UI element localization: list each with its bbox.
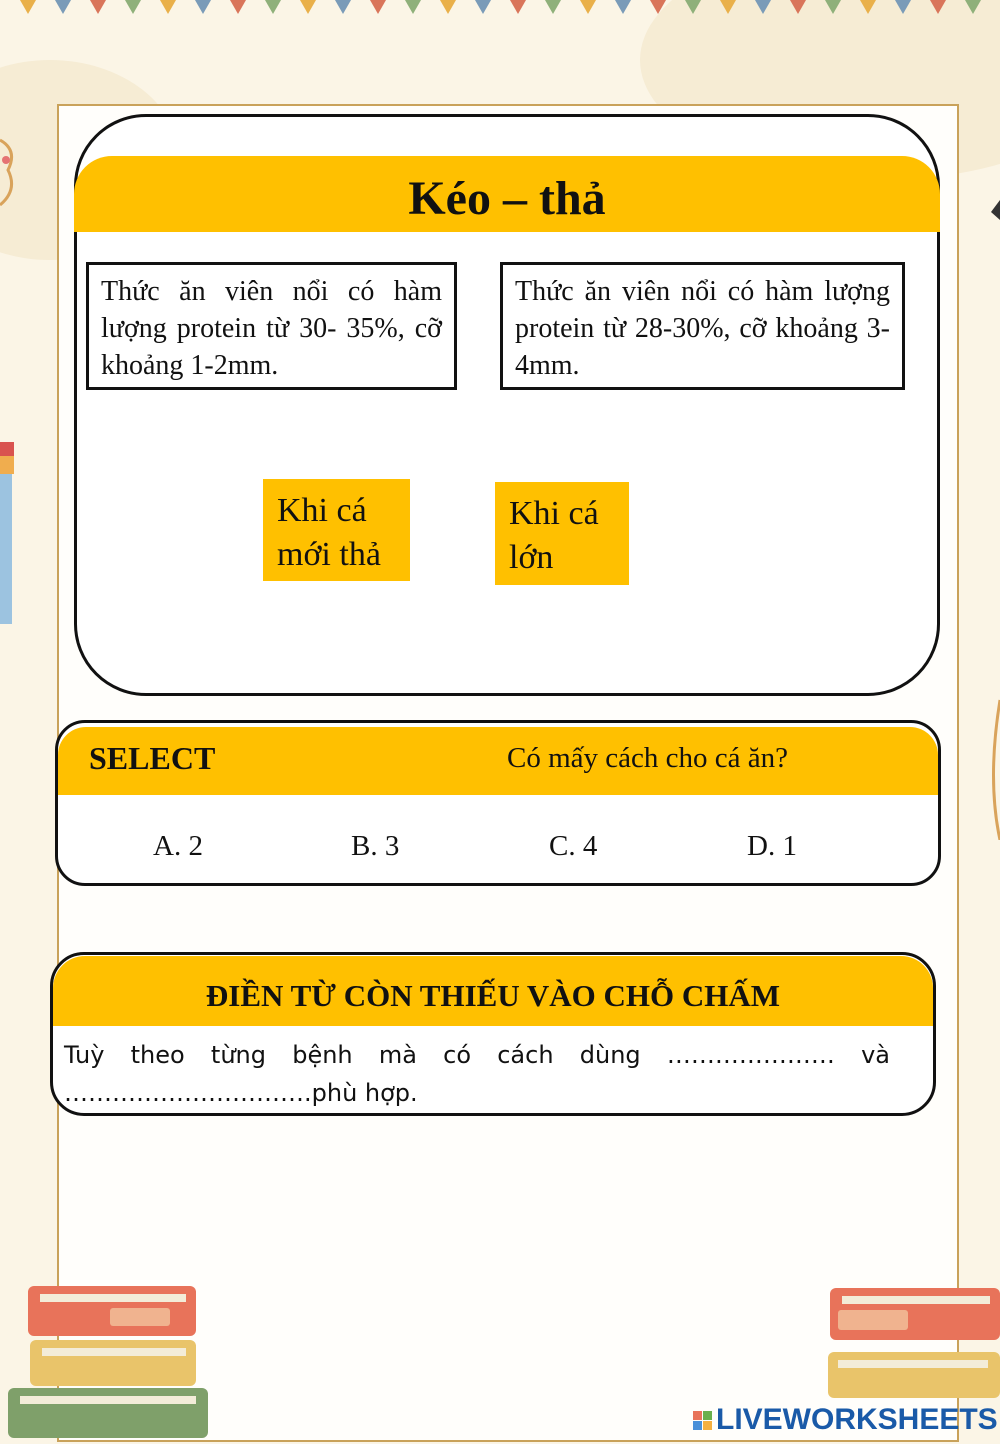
books-decoration-right: [808, 1282, 1000, 1402]
bunting-decoration: [0, 0, 1000, 26]
option-b[interactable]: B. 3: [351, 830, 400, 862]
liveworksheets-logo: [693, 1402, 998, 1438]
ruler-decoration: [985, 200, 1000, 840]
draggable-chip-khi-ca-moi-tha[interactable]: Khi cá mới thả: [263, 479, 410, 581]
drag-drop-header: [74, 156, 940, 232]
logo-text: LIVEWORKSHEETS: [716, 1403, 998, 1436]
fill-in-header: [53, 956, 933, 1026]
select-label: SELECT: [89, 740, 216, 776]
books-decoration-left: [0, 1278, 215, 1444]
option-d[interactable]: D. 1: [747, 830, 797, 862]
fill-in-title: ĐIỀN TỪ CÒN THIẾU VÀO CHỖ CHẤM: [205, 978, 781, 1013]
option-c[interactable]: C. 4: [549, 830, 598, 862]
option-a[interactable]: A. 2: [153, 830, 203, 862]
select-question: Có mấy cách cho cá ăn?: [507, 742, 788, 774]
flower-decoration: [0, 130, 20, 210]
pencil-decoration: [0, 430, 20, 640]
drop-target-text-1[interactable]: Thức ăn viên nổi có hàm lượng protein từ 30- 35%, cỡ khoảng 1-2mm.: [86, 262, 457, 390]
drop-target-text-2[interactable]: Thức ăn viên nổi có hàm lượng protein từ 28-30%, cỡ khoảng 3-4mm.: [500, 262, 905, 390]
fill-in-text[interactable]: Tuỳ theo từng bệnh mà có cách dùng ………………… và ………………………….phù hợp.: [64, 1041, 890, 1107]
draggable-chip-khi-ca-lon[interactable]: Khi cá lớn: [495, 482, 629, 585]
logo-icon: [693, 1411, 712, 1430]
drag-drop-title: Kéo – thả: [408, 171, 606, 225]
